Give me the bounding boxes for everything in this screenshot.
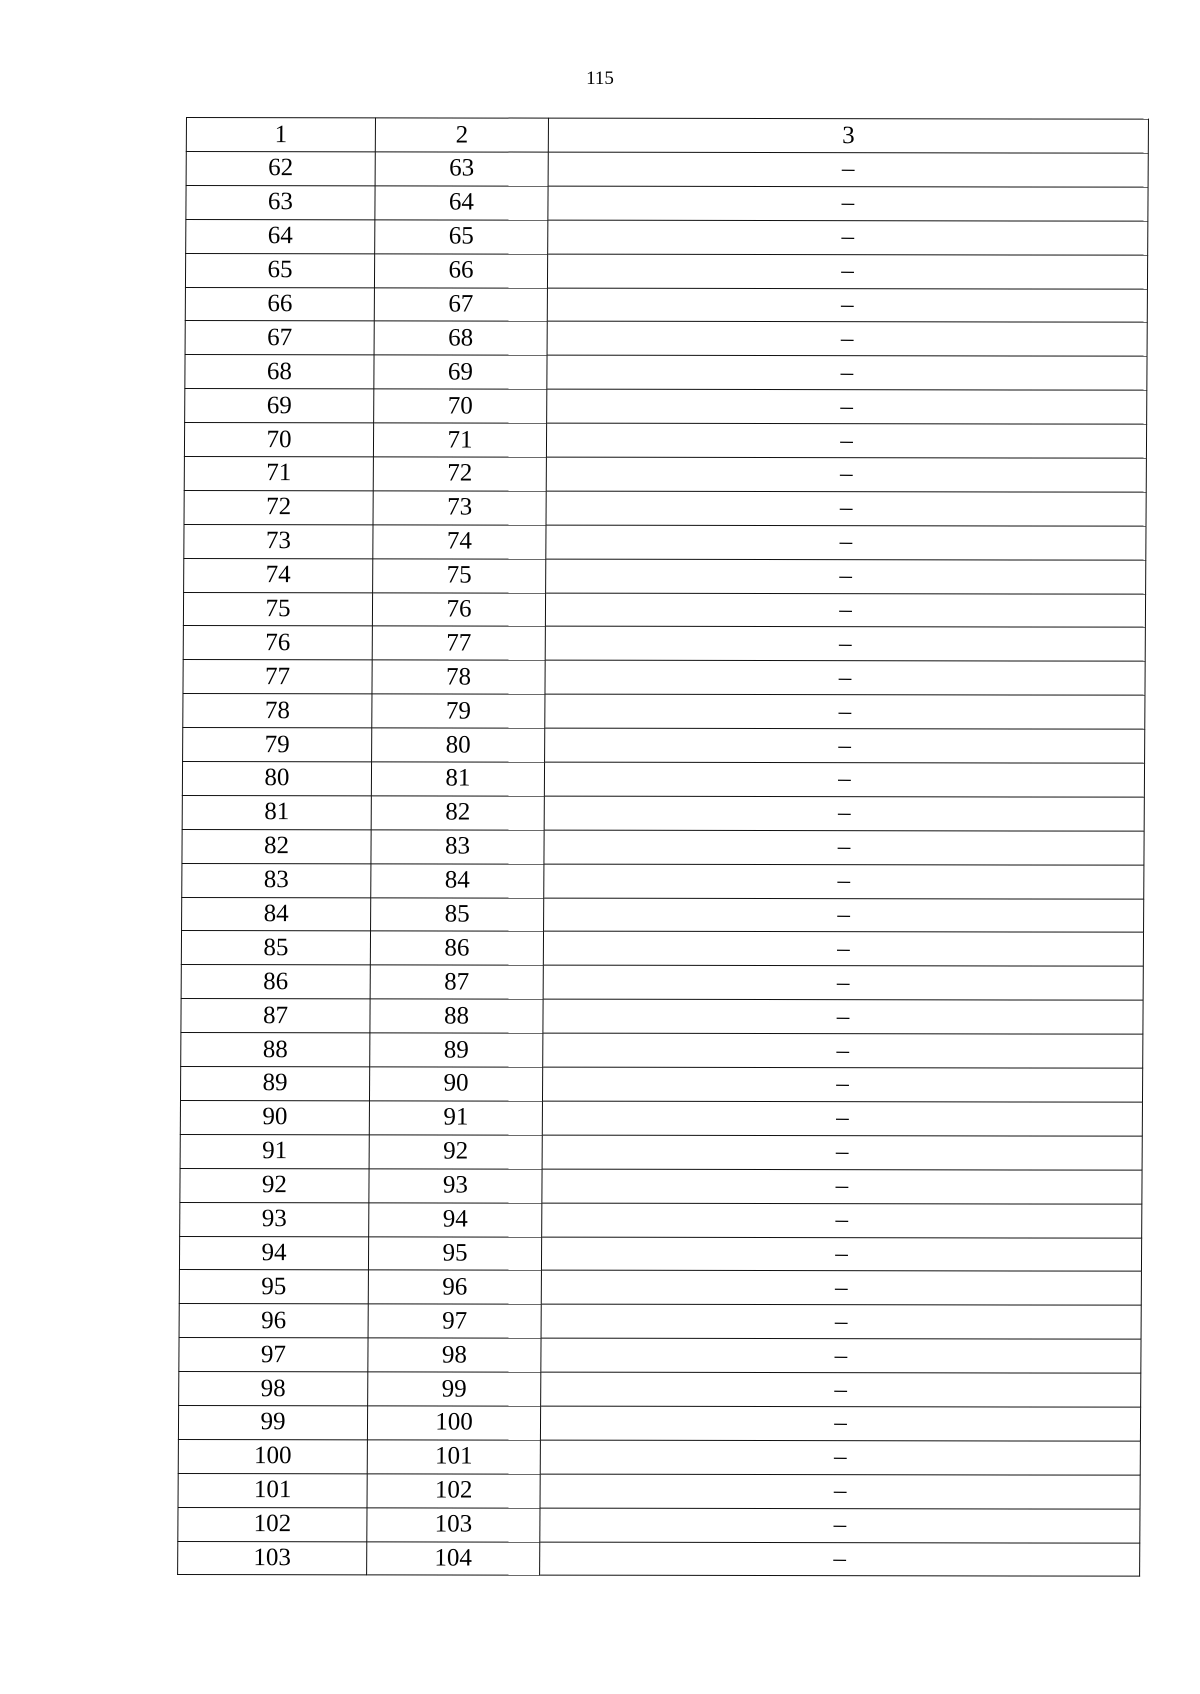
table-cell-col3: – <box>545 694 1145 729</box>
table-cell-col3: – <box>542 1101 1142 1136</box>
column-header-2: 2 <box>375 118 548 152</box>
table-row <box>185 253 1147 289</box>
table-cell-col2: 90 <box>369 1067 542 1101</box>
table-cell-col1: 98 <box>179 1372 368 1406</box>
table-cell-col2: 75 <box>373 559 546 593</box>
table-cell-col3: – <box>544 898 1144 933</box>
table-cell-col3: – <box>541 1338 1141 1373</box>
table-row <box>185 287 1147 323</box>
table-row <box>180 1100 1142 1136</box>
table-row <box>180 1134 1142 1170</box>
table-cell-col2: 91 <box>369 1101 542 1135</box>
table-cell-col3: – <box>547 355 1147 390</box>
table-cell-col3: – <box>544 796 1144 831</box>
table-cell-col2: 94 <box>369 1202 542 1236</box>
table-cell-col3: – <box>547 288 1147 323</box>
table-cell-col2: 98 <box>368 1338 541 1372</box>
table-cell-col1: 85 <box>181 931 370 965</box>
table-row <box>181 965 1143 1001</box>
table-cell-col2: 103 <box>367 1507 540 1541</box>
table-cell-col1: 99 <box>178 1405 367 1439</box>
table-cell-col1: 66 <box>185 287 374 321</box>
table-cell-col2: 76 <box>372 592 545 626</box>
table-cell-col3: – <box>548 152 1148 187</box>
table-cell-col1: 76 <box>183 626 372 660</box>
table-row <box>184 524 1146 560</box>
table-cell-col3: – <box>542 1067 1142 1102</box>
table-row <box>180 1202 1142 1238</box>
table-cell-col2: 68 <box>374 321 547 355</box>
table-cell-col3: – <box>544 864 1144 899</box>
table-cell-col2: 88 <box>370 999 543 1033</box>
table-cell-col1: 84 <box>182 897 371 931</box>
table-cell-col3: – <box>542 1135 1142 1170</box>
table-row <box>178 1473 1140 1509</box>
table-cell-col2: 71 <box>373 423 546 457</box>
table-row <box>179 1372 1141 1408</box>
table-cell-col1: 65 <box>185 253 374 287</box>
table-cell-col1: 89 <box>180 1067 369 1101</box>
table-cell-col1: 62 <box>186 152 375 186</box>
table-cell-col2: 72 <box>373 457 546 491</box>
table-cell-col3: – <box>541 1304 1141 1339</box>
table-cell-col3: – <box>541 1237 1141 1272</box>
table-cell-col2: 97 <box>368 1304 541 1338</box>
table-row <box>186 219 1148 255</box>
table-body <box>178 118 1149 1577</box>
table-cell-col3: – <box>546 559 1146 594</box>
table-cell-col3: – <box>542 1203 1142 1238</box>
table-cell-col3: – <box>544 830 1144 865</box>
table-cell-col3: – <box>540 1406 1140 1441</box>
table-cell-col1: 74 <box>184 558 373 592</box>
table-cell-col2: 64 <box>375 186 548 220</box>
table-cell-col3: – <box>540 1508 1140 1543</box>
table-cell-col3: – <box>540 1440 1140 1475</box>
table-cell-col2: 95 <box>368 1236 541 1270</box>
table-cell-col2: 77 <box>372 626 545 660</box>
table-cell-col3: – <box>540 1542 1140 1577</box>
table-cell-col3: – <box>545 593 1145 628</box>
table-cell-col2: 70 <box>374 389 547 423</box>
table-cell-col1: 103 <box>178 1541 367 1575</box>
table-cell-col3: – <box>545 660 1145 695</box>
table-cell-col2: 66 <box>374 254 547 288</box>
table-cell-col1: 93 <box>180 1202 369 1236</box>
table-cell-col3: – <box>548 220 1148 255</box>
table-cell-col2: 81 <box>371 762 544 796</box>
table-cell-col1: 86 <box>181 965 370 999</box>
table-row <box>179 1270 1141 1306</box>
table-cell-col3: – <box>547 254 1147 289</box>
table-row <box>182 897 1144 933</box>
table-cell-col3: – <box>543 1033 1143 1068</box>
table-cell-col1: 80 <box>182 762 371 796</box>
table-header-row <box>186 118 1148 154</box>
table-cell-col1: 81 <box>182 795 371 829</box>
table-cell-col2: 96 <box>368 1270 541 1304</box>
table-row <box>184 457 1146 493</box>
table-cell-col3: – <box>543 999 1143 1034</box>
table-cell-col1: 79 <box>183 728 372 762</box>
table-cell-col2: 101 <box>367 1440 540 1474</box>
table-cell-col2: 104 <box>367 1541 540 1575</box>
table-cell-col1: 90 <box>180 1100 369 1134</box>
table-cell-col1: 96 <box>179 1304 368 1338</box>
table-row <box>178 1507 1140 1543</box>
table-cell-col1: 82 <box>182 829 371 863</box>
table-cell-col3: – <box>548 186 1148 221</box>
table-cell-col2: 82 <box>371 796 544 830</box>
table-cell-col1: 83 <box>182 863 371 897</box>
table-cell-col1: 64 <box>186 219 375 253</box>
table-row <box>182 829 1144 865</box>
table-row <box>186 152 1148 188</box>
table-row <box>179 1338 1141 1374</box>
table-cell-col3: – <box>544 762 1144 797</box>
table-row <box>182 795 1144 831</box>
table-cell-col1: 73 <box>184 524 373 558</box>
table-cell-col1: 94 <box>179 1236 368 1270</box>
table-cell-col1: 88 <box>181 1033 370 1067</box>
table-cell-col3: – <box>547 322 1147 357</box>
table-row <box>186 185 1148 221</box>
table-cell-col2: 86 <box>370 931 543 965</box>
table-cell-col1: 97 <box>179 1338 368 1372</box>
table-row <box>179 1236 1141 1272</box>
table-cell-col3: – <box>541 1372 1141 1407</box>
table-cell-col2: 65 <box>375 220 548 254</box>
table-cell-col2: 67 <box>374 287 547 321</box>
table-cell-col3: – <box>546 457 1146 492</box>
table-cell-col3: – <box>547 389 1147 424</box>
table-cell-col3: – <box>546 525 1146 560</box>
table-cell-col2: 92 <box>369 1135 542 1169</box>
table-cell-col2: 87 <box>370 965 543 999</box>
table-cell-col1: 70 <box>184 423 373 457</box>
table-cell-col2: 79 <box>372 694 545 728</box>
table-cell-col2: 83 <box>371 830 544 864</box>
table-cell-col2: 84 <box>371 864 544 898</box>
table-cell-col1: 100 <box>178 1439 367 1473</box>
table-row <box>185 355 1147 391</box>
table-row <box>178 1541 1140 1577</box>
table-row <box>181 999 1143 1035</box>
table-cell-col2: 102 <box>367 1474 540 1508</box>
table-cell-col1: 75 <box>183 592 372 626</box>
table-row <box>185 321 1147 357</box>
data-table-container <box>177 117 1148 1577</box>
table-cell-col3: – <box>546 491 1146 526</box>
table-row <box>183 728 1145 764</box>
table-row <box>178 1439 1140 1475</box>
table-cell-col1: 92 <box>180 1168 369 1202</box>
table-row <box>184 490 1146 526</box>
table-cell-col2: 78 <box>372 660 545 694</box>
table-cell-col2: 99 <box>368 1372 541 1406</box>
table-row <box>183 626 1145 662</box>
table-cell-col2: 100 <box>367 1406 540 1440</box>
table-cell-col2: 69 <box>374 355 547 389</box>
table-row <box>184 558 1146 594</box>
table-cell-col1: 72 <box>184 490 373 524</box>
table-row <box>180 1168 1142 1204</box>
page-number: 115 <box>586 68 614 89</box>
table-cell-col1: 101 <box>178 1473 367 1507</box>
table-row <box>185 389 1147 425</box>
table-row <box>179 1304 1141 1340</box>
table-cell-col1: 87 <box>181 999 370 1033</box>
table-cell-col2: 63 <box>375 152 548 186</box>
table-row <box>181 1033 1143 1069</box>
table-cell-col1: 91 <box>180 1134 369 1168</box>
table-cell-col2: 80 <box>372 728 545 762</box>
table-cell-col1: 71 <box>184 457 373 491</box>
table-cell-col1: 78 <box>183 694 372 728</box>
table-cell-col2: 89 <box>370 1033 543 1067</box>
table-cell-col3: – <box>540 1474 1140 1509</box>
table-cell-col1: 102 <box>178 1507 367 1541</box>
table-cell-col1: 67 <box>185 321 374 355</box>
table-cell-col3: – <box>541 1271 1141 1306</box>
table-cell-col3: – <box>542 1169 1142 1204</box>
table-row <box>180 1067 1142 1103</box>
table-cell-col1: 68 <box>185 355 374 389</box>
table-cell-col2: 73 <box>373 491 546 525</box>
table-cell-col2: 93 <box>369 1169 542 1203</box>
table-cell-col2: 85 <box>371 897 544 931</box>
table-row <box>178 1405 1140 1441</box>
table-cell-col3: – <box>545 728 1145 763</box>
table-cell-col1: 69 <box>185 389 374 423</box>
column-header-3: 3 <box>548 118 1148 153</box>
table-cell-col3: – <box>543 932 1143 967</box>
table-row <box>182 762 1144 798</box>
data-table <box>177 117 1149 1577</box>
table-row <box>183 694 1145 730</box>
table-cell-col1: 63 <box>186 185 375 219</box>
column-header-1: 1 <box>186 118 375 152</box>
table-row <box>183 592 1145 628</box>
table-cell-col3: – <box>546 423 1146 458</box>
table-row <box>182 863 1144 899</box>
table-cell-col3: – <box>543 966 1143 1001</box>
table-row <box>181 931 1143 967</box>
table-row <box>184 423 1146 459</box>
table-cell-col1: 77 <box>183 660 372 694</box>
table-cell-col3: – <box>545 627 1145 662</box>
table-row <box>183 660 1145 696</box>
table-cell-col2: 74 <box>373 525 546 559</box>
table-cell-col1: 95 <box>179 1270 368 1304</box>
